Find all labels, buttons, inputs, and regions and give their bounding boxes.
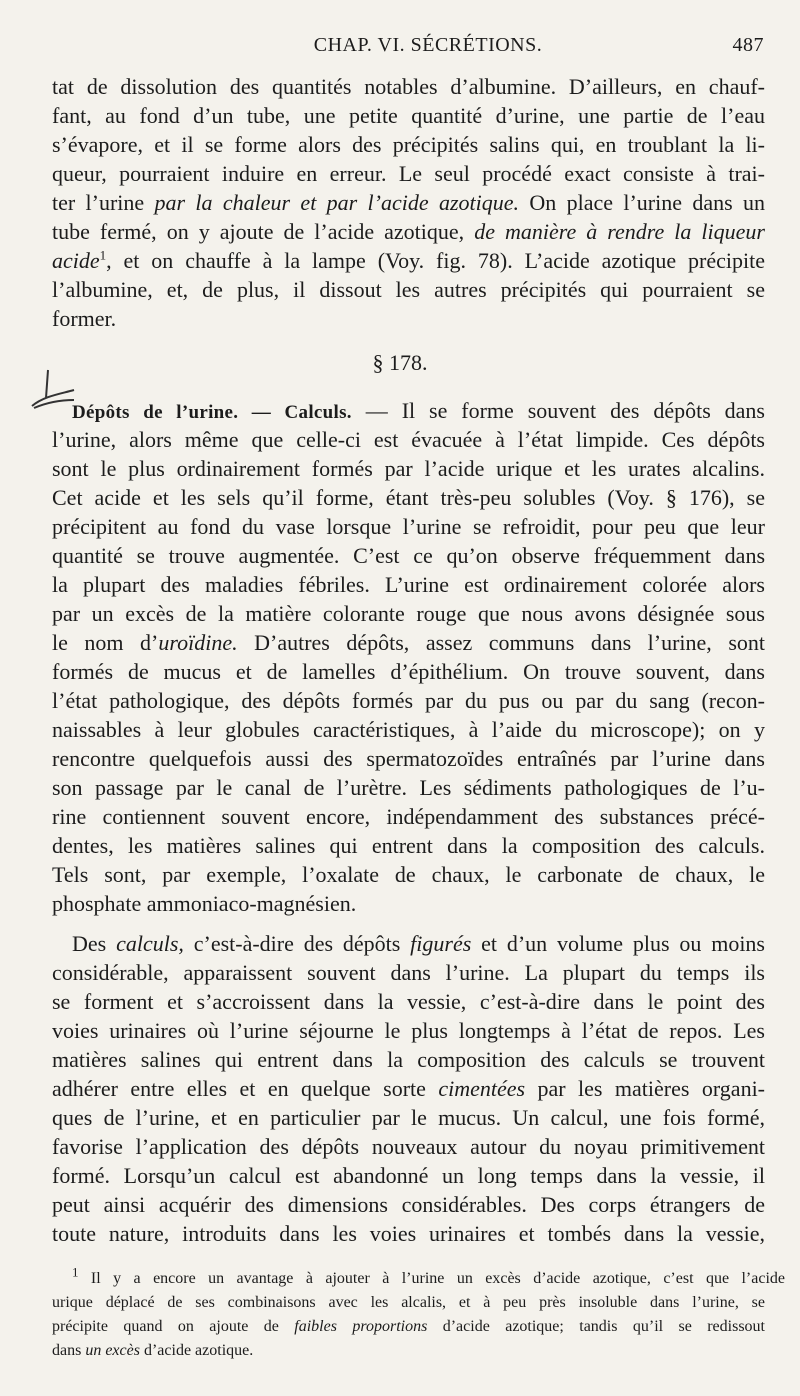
section-heading: Dépôts de l’urine. — Calculs. bbox=[72, 402, 352, 423]
text-line: fant, au fond d’un tube, une petite quantité d’urine, une partie de l’eau bbox=[52, 103, 765, 128]
footnote-line: $^1$ Il y a encore un avantage à ajouter à l’urine un excès d’acide azotique, c’est que l’acide bbox=[72, 1264, 785, 1287]
text-line: toute nature, introduits dans les voies urinaires et tombés dans la vessie, bbox=[52, 1221, 765, 1246]
text-line: se forment et s’accroissent dans la vessie, c’est-à-dire dans le point des bbox=[52, 989, 765, 1014]
text-line: matières salines qui entrent dans la composition des calculs se trouvent bbox=[52, 1047, 765, 1072]
text-line: ques de l’urine, et en particulier par le mucus. Un calcul, une fois formé, bbox=[52, 1105, 765, 1130]
text-line: Dépôts de l’urine. — Calculs. — Il se forme souvent des dépôts dans bbox=[72, 398, 765, 423]
text-line: Des calculs, c’est-à-dire des dépôts figurés et d’un volume plus ou moins bbox=[72, 931, 765, 956]
text-line: Cet acide et les sels qu’il forme, étant très-peu solubles (Voy. § 176), se bbox=[52, 485, 765, 510]
text-line: quantité se trouve augmentée. C’est ce qu’on observe fréquemment dans bbox=[52, 543, 765, 568]
section-number: § 178. bbox=[372, 350, 428, 375]
text-line: formés de mucus et de lamelles d’épithélium. On trouve souvent, dans bbox=[52, 659, 765, 684]
text-line: ter l’urine par la chaleur et par l’acide azotique. On place l’urine dans un bbox=[52, 190, 765, 215]
text-line: rencontre quelquefois aussi des spermatozoïdes entraînés par l’urine dans bbox=[52, 746, 765, 771]
text-line: phosphate ammoniaco-magnésien. bbox=[52, 891, 357, 916]
text-line: acide$^1$, et on chauffe à la lampe (Voy. fig. 78). L’acide azotique précipite bbox=[52, 247, 765, 273]
text-line: adhérer entre elles et en quelque sorte cimentées par les matières organi- bbox=[52, 1076, 766, 1101]
footnote-line: urique déplacé de ses combinaisons avec les alcalis, et à peu près insoluble dans l’urine, se bbox=[52, 1294, 765, 1311]
page-header bbox=[52, 34, 764, 62]
running-head: CHAP. VI. SÉCRÉTIONS. bbox=[313, 34, 543, 56]
text-line: Tels sont, par exemple, l’oxalate de chaux, le carbonate de chaux, le bbox=[52, 862, 765, 887]
page-number: 487 bbox=[732, 34, 764, 56]
text-line: considérable, apparaissent souvent dans l’urine. La plupart du temps ils bbox=[52, 960, 765, 985]
text-line: peut ainsi acquérir des dimensions considérables. Des corps étrangers de bbox=[52, 1192, 765, 1217]
text-line: par un excès de la matière colorante rouge que nous avons désignée sous bbox=[52, 601, 765, 626]
footnote-line: dans un excès d’acide azotique. bbox=[52, 1342, 254, 1359]
text-line: favorise l’application des dépôts nouveaux autour du noyau primitivement bbox=[52, 1134, 765, 1159]
text-line: l’état pathologique, des dépôts formés par du pus ou par du sang (recon- bbox=[52, 688, 765, 713]
text-line: dentes, les matières salines qui entrent dans la composition des calculs. bbox=[52, 833, 765, 858]
text-line: queur, pourraient induire en erreur. Le seul procédé exact consiste à trai- bbox=[52, 161, 765, 186]
text-line: le nom d’uroïdine. D’autres dépôts, assez communs dans l’urine, sont bbox=[52, 630, 765, 655]
text-line: l’urine, alors même que celle-ci est évacuée à l’état limpide. Ces dépôts bbox=[52, 427, 765, 452]
text-line: tat de dissolution des quantités notables d’albumine. D’ailleurs, en chauf- bbox=[52, 74, 765, 99]
text-line: sont le plus ordinairement formés par l’acide urique et les urates alcalins. bbox=[52, 456, 765, 481]
text-line: son passage par le canal de l’urètre. Les sédiments pathologiques de l’u- bbox=[52, 775, 765, 800]
footnote-line: précipite quand on ajoute de faibles proportions d’acide azotique; tandis qu’il se redissout bbox=[52, 1318, 765, 1335]
text-line: la plupart des maladies fébriles. L’urine est ordinairement colorée alors bbox=[52, 572, 765, 597]
text-line: former. bbox=[52, 306, 117, 331]
text-line: tube fermé, on y ajoute de l’acide azotique, de manière à rendre la liqueur bbox=[52, 219, 765, 244]
text-line: rine contiennent souvent encore, indépendamment des substances précé- bbox=[52, 804, 765, 829]
text-line: l’albumine, et, de plus, il dissout les autres précipités qui pourraient se bbox=[52, 277, 765, 302]
text-line: naissables à leur globules caractéristiques, à l’aide du microscope); on y bbox=[52, 717, 765, 742]
text-line: précipitent au fond du vase lorsque l’urine se refroidit, pour peu que leur bbox=[52, 514, 765, 539]
text-line: s’évapore, et il se forme alors des précipités salins qui, en troublant la li- bbox=[52, 132, 765, 157]
footnote-marker: 1 bbox=[72, 1264, 79, 1280]
text-line: voies urinaires où l’urine séjourne le plus longtemps à l’état de repos. Les bbox=[52, 1018, 765, 1043]
footnote-ref: 1 bbox=[99, 247, 107, 263]
text-line: formé. Lorsqu’un calcul est abandonné un long temps dans la vessie, il bbox=[52, 1163, 765, 1188]
